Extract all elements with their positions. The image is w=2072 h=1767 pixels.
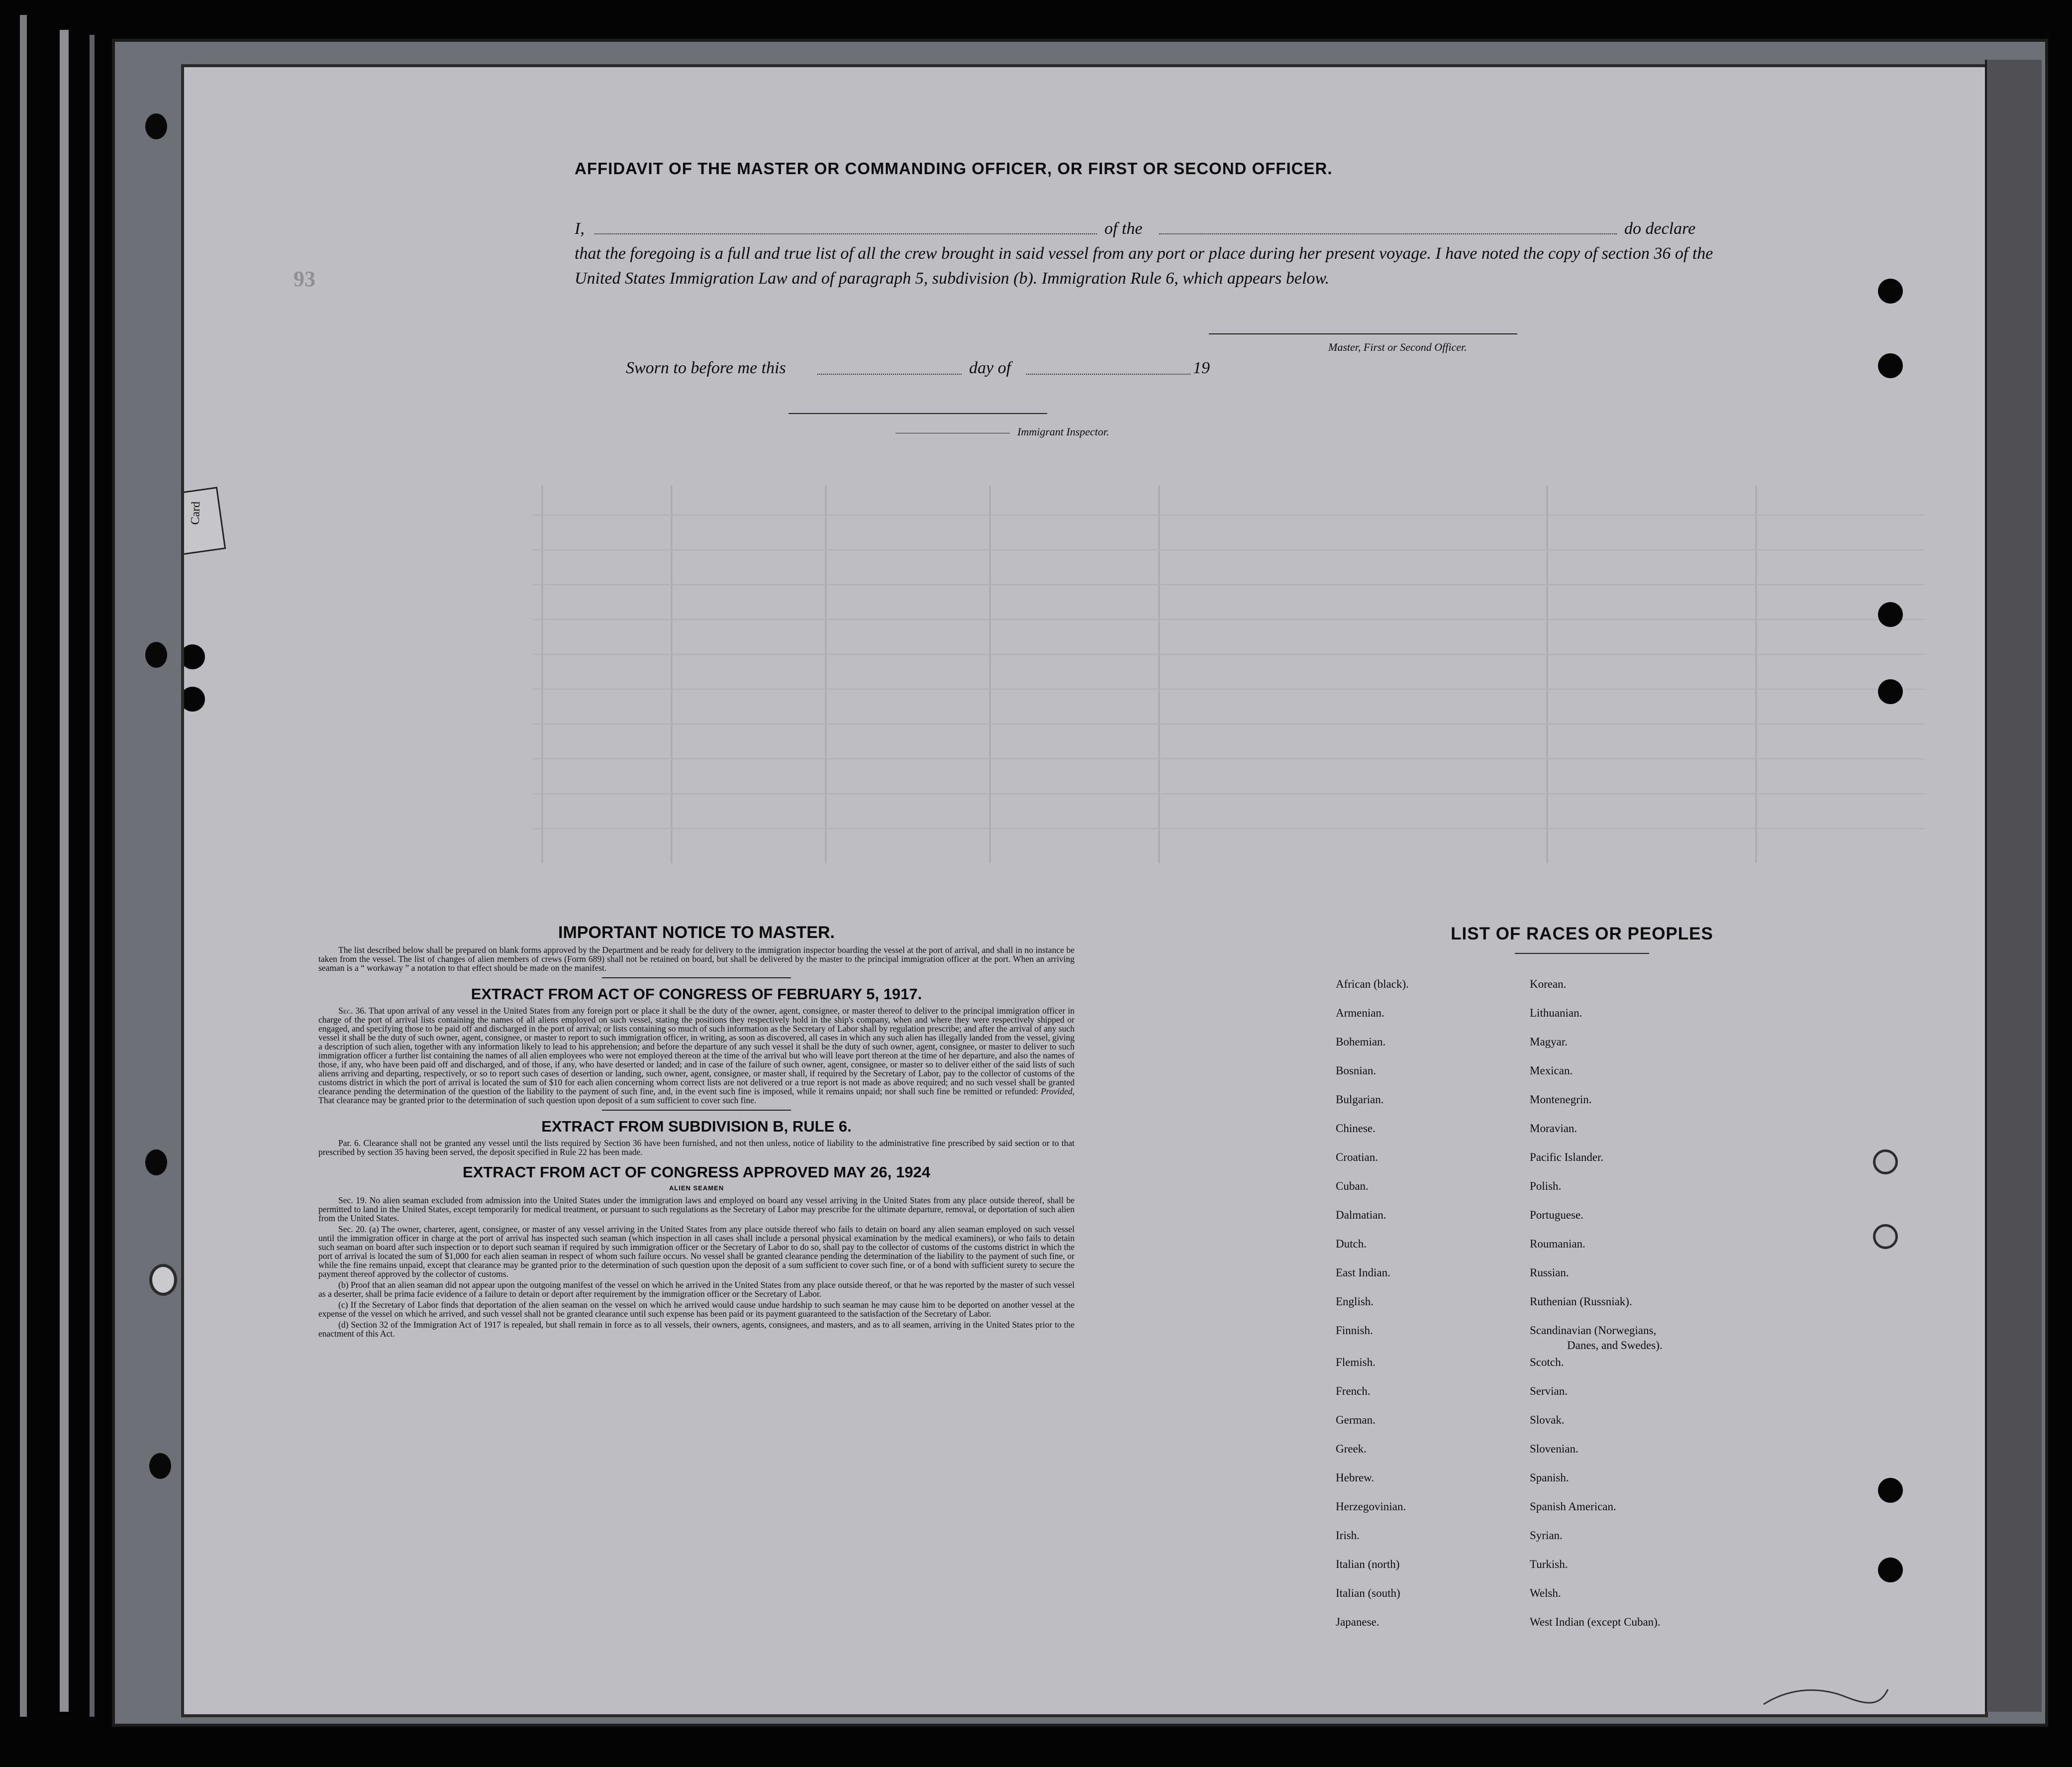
race-right-item: Mexican. — [1530, 1064, 1573, 1077]
vessel-blank[interactable] — [1159, 233, 1617, 234]
extract-1924-body — [318, 1196, 1075, 1338]
binder-ring-hole — [149, 1264, 177, 1296]
page-hole — [1873, 1224, 1898, 1249]
day-of-label: day of — [969, 359, 1011, 377]
races-title: LIST OF RACES OR PEOPLES — [1451, 924, 1713, 943]
race-left-item: Bosnian. — [1336, 1064, 1377, 1077]
race-right-item: Montenegrin. — [1530, 1093, 1592, 1106]
sec-20b-text: (b) Proof that an alien seaman did not appear upon the outgoing manifest of the vessel on which he arrived in the United States from any place outside thereof, or that he was reported by the master of such vessel as a deserter, shall be prima facie evidence of a failure to detain or deport after requirement by the immigration officer or the Secretary of Labor. — [318, 1280, 1075, 1299]
proviso-text: That clearance may be granted prior to the determination of such question upon deposit of a sum sufficient to cover such fine. — [318, 1095, 757, 1105]
notice-text: The list described below shall be prepared on blank forms approved by the Department and be ready for delivery to the immigration inspector boarding the vessel at the port of arrival, and shall in no instance be taken from the vessel. The list of changes of alien members of crews (Form 689) shall not be retained on board, but shall be delivered by the master to the principal immigration officer at the port. When an arriving seaman is a “ workaway ” a notation to that effect should be made on the manifest. — [318, 945, 1075, 973]
race-right-item: Roumanian. — [1530, 1238, 1585, 1250]
page-number: 93 — [294, 267, 315, 291]
sec-36-text: That upon arrival of any vessel in the United States from any foreign port or place it shall be the duty of the owner, agent, consignee, or master thereof to deliver to the principal immigration officer in charge of the port of arrival lists containing the names of all aliens employed on such vessel, stating the positions they respectively hold in the ship's company, when and where they were respectively shipped or engaged, and specifying those to be paid off and discharged in the port of arrival; or lists containing so much of such information as the Secretary of Labor shall by regulation prescribe; and after the arrival of any such vessel it shall be the duty of such owner, agent, consignee, or master to report to such immigration officer, in writing, as soon as discovered, all cases in which any such alien has illegally landed from the vessel, giving a description of such alien, together with any information likely to lead to his apprehension; and before the departure of any such vessel it shall be the duty of such owner, agent, consignee, or master to deliver to such immigration officer a further list containing the names of all alien employees who were not employed thereon at the time of the arrival but who will leave port thereon at the time of her departure, and also the names of those, if any, who have been paid off and discharged, and of those, if any, who have deserted or landed; and in case of the failure of such owner, agent, consignee, or master so to deliver either of the said lists of such aliens arriving and departing, respectively, or so to report such cases of desertion or landing, such owner, agent, consignee, or master shall, if required by the Secretary of Labor, pay to the collector of customs of the customs district in which the port of arrival is located the sum of $10 for each alien concerning whom correct lists are not delivered or a true report is not made as above required; and no such vessel shall be granted clearance pending the determination of the question of the liability to the payment of such fine, and, in the event such fine is imposed, while it remains unpaid; nor shall such fine be remitted or refunded: — [318, 1006, 1075, 1096]
race-right-item: Servian. — [1530, 1385, 1568, 1397]
underlying-sheet-edge — [1985, 60, 2042, 1712]
affidavit-line-1 — [575, 216, 1729, 241]
race-right-item: Ruthenian (Russniak). — [1530, 1295, 1632, 1308]
race-left-item: Dalmatian. — [1336, 1209, 1386, 1221]
binding-edge — [90, 35, 95, 1717]
race-right-item: Magyar. — [1530, 1036, 1568, 1048]
race-right-item: Russian. — [1530, 1266, 1569, 1279]
section-divider — [602, 1110, 791, 1111]
card-stamp-text: Card — [189, 501, 203, 525]
race-left-item: Flemish. — [1336, 1356, 1376, 1368]
notice-body — [318, 945, 1075, 972]
page-hole — [1878, 279, 1903, 304]
race-left-item: English. — [1336, 1295, 1374, 1308]
extract-1917-body — [318, 1006, 1075, 1105]
sec-19-text: Sec. 19. No alien seaman excluded from admission into the United States under the immigration laws and employed on board any vessel arriving in the United States from any place outside thereof, shall be permitted to land in the United States, except temporarily for medical treatment, or pursuant to such regulations as the Secretary of Labor may prescribe for the ultimate departure, removal, or deportation of such alien from the United States. — [318, 1195, 1075, 1223]
race-left-item: Chinese. — [1336, 1122, 1376, 1135]
race-left-item: Armenian. — [1336, 1007, 1384, 1019]
binding-edge — [60, 30, 69, 1712]
affidavit-declare: do declare — [1624, 219, 1696, 238]
inspector-signature-line[interactable] — [789, 413, 1047, 414]
race-left-item: Bohemian. — [1336, 1036, 1386, 1048]
page-hole — [1878, 353, 1903, 378]
binder-hole — [145, 642, 167, 668]
subdivision-body — [318, 1139, 1075, 1156]
notice-column — [318, 923, 1075, 1340]
name-blank[interactable] — [594, 233, 1097, 234]
sec-36-label: Sec. 36. — [338, 1006, 367, 1016]
extract-1917-paragraph — [318, 1006, 1075, 1105]
race-left-item: Japanese. — [1336, 1616, 1380, 1628]
extract-1924-subtitle: ALIEN SEAMEN — [669, 1184, 724, 1192]
races-title-underline — [1515, 953, 1649, 954]
sworn-day-blank[interactable] — [817, 374, 962, 375]
sec-20d-text: (d) Section 32 of the Immigration Act of 1917 is repealed, but shall remain in force as to all vessels, their owners, agents, consignees, and masters, and as to all seamen, arriving in the United States prior to the enactment of this Act. — [318, 1320, 1075, 1339]
race-left-item: Hebrew. — [1336, 1471, 1375, 1484]
race-left-item: African (black). — [1336, 978, 1409, 990]
affidavit-of-the: of the — [1104, 219, 1143, 238]
race-right-item: Korean. — [1530, 978, 1567, 990]
proviso-label: Provided, — [1041, 1086, 1075, 1096]
race-left-item: French. — [1336, 1385, 1371, 1397]
race-left-item: Italian (north) — [1336, 1558, 1400, 1570]
race-right-item: Moravian. — [1530, 1122, 1578, 1135]
race-left-item: Herzegovinian. — [1336, 1500, 1406, 1513]
affidavit-title: AFFIDAVIT OF THE MASTER OR COMMANDING OFFICER, OR FIRST OR SECOND OFFICER. — [575, 159, 1333, 178]
race-left-item: Dutch. — [1336, 1238, 1367, 1250]
race-right-item: Welsh. — [1530, 1587, 1561, 1599]
subdivision-text: Par. 6. Clearance shall not be granted any vessel until the lists required by Section 36 have been furnished, and not then unless, notice of liability to the administrative fine prescribed by said section or to that prescribed by section 35 having been served, the deposit specified in Rule 22 has been made. — [318, 1138, 1075, 1157]
race-left-item: Greek. — [1336, 1443, 1367, 1455]
master-signature-line[interactable] — [1209, 333, 1517, 334]
card-stamp — [184, 487, 226, 556]
page-hole — [1878, 679, 1903, 704]
race-right-item: Slovenian. — [1530, 1443, 1579, 1455]
page-hole — [184, 644, 205, 669]
extract-1917-title: EXTRACT FROM ACT OF CONGRESS OF FEBRUARY 5, 1917. — [471, 985, 922, 1003]
page-hole — [1878, 1558, 1903, 1582]
page-hole — [1878, 602, 1903, 627]
sworn-month-blank[interactable] — [1026, 374, 1190, 375]
race-right-item: Polish. — [1530, 1180, 1562, 1192]
race-right-item: Portuguese. — [1530, 1209, 1583, 1221]
race-right-item: Syrian. — [1530, 1529, 1563, 1542]
inspector-signature-label: Immigrant Inspector. — [1017, 425, 1109, 438]
sec-20c-text: (c) If the Secretary of Labor finds that deportation of the alien seaman on the vessel on which he arrived would cause undue hardship to such seaman he may cause him to be deported on another vessel at the expense of the vessel on which he arrived, and such vessel shall not be granted clearance until such expense has been paid or its payment guaranteed to the satisfaction of the Secretary of Labor. — [318, 1300, 1075, 1319]
affidavit-body: that the foregoing is a full and true list of all the crew brought in said vessel from any port or place during her present voyage. I have noted the copy of section 36 of the United States Immigration Law and of paragraph 5, subdivision (b). Immigration Rule 6, which appears below. — [575, 244, 1713, 288]
race-left-item: East Indian. — [1336, 1266, 1390, 1279]
year-label: 19 — [1193, 359, 1210, 377]
race-right-item: Scotch. — [1530, 1356, 1564, 1368]
extract-1924-title: EXTRACT FROM ACT OF CONGRESS APPROVED MAY 26, 1924 — [463, 1163, 930, 1181]
race-left-item: Irish. — [1336, 1529, 1360, 1542]
race-left-item: Italian (south) — [1336, 1587, 1400, 1599]
binder-hole — [145, 1149, 167, 1175]
page-hole — [1878, 1478, 1903, 1503]
binding-edge — [20, 15, 27, 1717]
notice-title: IMPORTANT NOTICE TO MASTER. — [558, 923, 835, 942]
binder-hole — [149, 1453, 171, 1479]
master-signature-label: Master, First or Second Officer. — [1328, 341, 1467, 353]
binder-hole — [145, 113, 167, 139]
affidavit-i: I, — [575, 219, 585, 238]
race-right-item: Spanish American. — [1530, 1500, 1616, 1513]
pencil-mark — [1761, 1684, 1890, 1709]
bleed-through-grid — [532, 485, 1925, 863]
race-right-item: Slovak. — [1530, 1414, 1565, 1426]
race-right-item: Spanish. — [1530, 1471, 1569, 1484]
race-right-item: Lithuanian. — [1530, 1007, 1582, 1019]
subdivision-title: EXTRACT FROM SUBDIVISION B, RULE 6. — [541, 1118, 852, 1135]
sec-20a-text: Sec. 20. (a) The owner, charterer, agent, consignee, or master of any vessel arriving in the United States from any place outside thereof who fails to detain on board any alien seaman employed on such vessel until the immigration officer in charge at the port of arrival has inspected such seaman (which inspection in all cases shall include a personal physical examination by the medical examiners), or who fails to detain such seaman on board after such inspection or to deport such seaman if required by such immigration officer or the Secretary of Labor to do so, shall pay to the collector of customs of the customs district in which the port of arrival is located the sum of $1,000 for each alien seaman in respect of whom such failure occurs. No vessel shall be granted clearance pending the determination of the liability to the payment of such fine, or while the fine remains unpaid, except that clearance may be granted prior to the determination of such question upon the deposit of a sum sufficient to cover such fine, or of a bond with sufficient surety to secure the payment thereof approved by the collector of customs. — [318, 1224, 1075, 1279]
race-left-item: Bulgarian. — [1336, 1093, 1384, 1106]
race-left-item: Cuban. — [1336, 1180, 1369, 1192]
section-divider — [602, 977, 791, 978]
sworn-line — [626, 356, 1273, 381]
race-right-item: Scandinavian (Norwegians, — [1530, 1324, 1657, 1337]
page-hole — [1873, 1149, 1898, 1174]
race-left-item: German. — [1336, 1414, 1376, 1426]
race-right-item: Pacific Islander. — [1530, 1151, 1604, 1163]
race-left-item: Croatian. — [1336, 1151, 1378, 1163]
sworn-label: Sworn to before me this — [626, 359, 786, 377]
race-left-item: Finnish. — [1336, 1324, 1373, 1337]
race-right-item: Turkish. — [1530, 1558, 1568, 1570]
manifest-page — [184, 67, 1985, 1714]
page-hole — [184, 687, 205, 712]
race-right-continuation: Danes, and Swedes). — [1567, 1339, 1663, 1351]
race-right-item: West Indian (except Cuban). — [1530, 1616, 1661, 1628]
